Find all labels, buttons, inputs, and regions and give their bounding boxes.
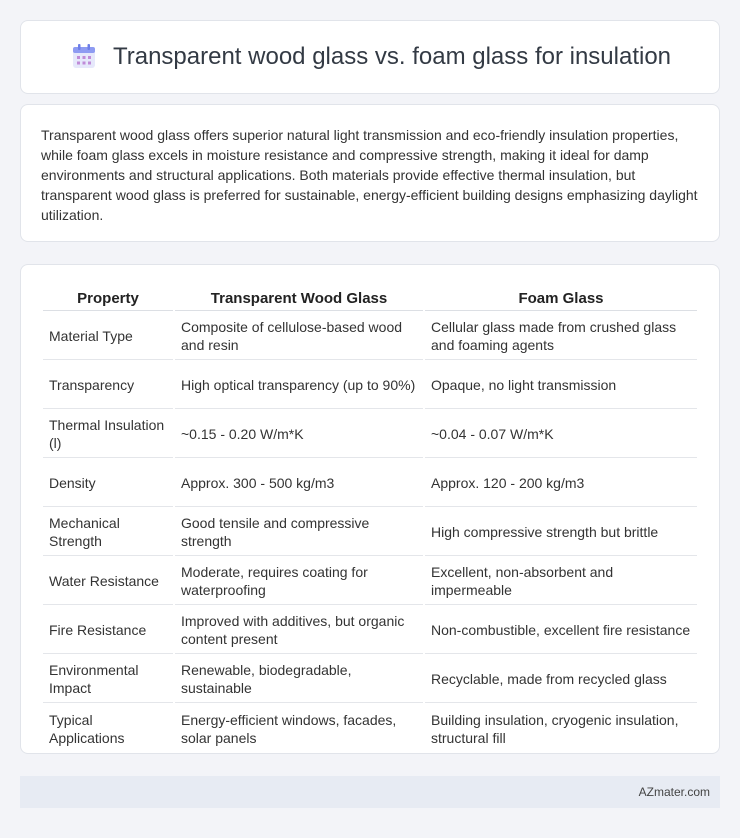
row-foam-value: Approx. 120 - 200 kg/m3: [425, 460, 697, 507]
row-foam-value: Excellent, non-absorbent and impermeable: [425, 558, 697, 605]
header-foam-glass: Foam Glass: [425, 287, 697, 311]
header-transparent-wood-glass: Transparent Wood Glass: [175, 287, 423, 311]
row-property: Water Resistance: [43, 558, 173, 605]
row-property: Material Type: [43, 313, 173, 360]
header-property: Property: [43, 287, 173, 311]
row-wood-value: Approx. 300 - 500 kg/m3: [175, 460, 423, 507]
row-property: Fire Resistance: [43, 607, 173, 654]
row-wood-value: Good tensile and compressive strength: [175, 509, 423, 556]
page-title: Transparent wood glass vs. foam glass for insulation: [112, 43, 672, 70]
table-row: [43, 362, 697, 409]
row-foam-value: Cellular glass made from crushed glass and foaming agents: [425, 313, 697, 360]
row-foam-value: Building insulation, cryogenic insulation, structural fill: [431, 711, 679, 746]
row-foam-value: Opaque, no light transmission: [425, 362, 697, 409]
footer-site-link[interactable]: AZmater.com: [638, 785, 710, 799]
table-header-row: [43, 287, 697, 311]
summary-card: [20, 104, 720, 242]
row-wood-value: Composite of cellulose-based wood and resin: [175, 313, 423, 360]
row-wood-value: Renewable, biodegradable, sustainable: [175, 656, 423, 703]
table-row: [43, 509, 697, 556]
table-card: [20, 264, 720, 754]
row-wood-value: Energy-efficient windows, facades, solar panels: [181, 711, 397, 746]
table-row: [43, 705, 697, 752]
calendar-icon: [69, 42, 99, 72]
table-row: [43, 558, 697, 605]
row-property: Transparency: [43, 362, 173, 409]
row-wood-value: Moderate, requires coating for waterproofing: [175, 558, 423, 605]
comparison-table: [41, 285, 699, 754]
summary-text: Transparent wood glass offers superior natural light transmission and eco-friendly insulation properties, while foam glass excels in moisture resistance and compressive strength, making it ideal for damp environments and structural applications. Both materials provide effective thermal insulation, but transparent wood glass is preferred for sustainable, energy-efficient building designs emphasizing daylight utilization.: [41, 127, 698, 223]
table-row: [43, 313, 697, 360]
row-property: Thermal Insulation (l): [43, 411, 173, 458]
row-foam-value: ~0.04 - 0.07 W/m*K: [425, 411, 697, 458]
row-wood-value: ~0.15 - 0.20 W/m*K: [175, 411, 423, 458]
row-wood-value: Improved with additives, but organic content present: [175, 607, 423, 654]
row-property: Typical Applications: [49, 711, 125, 746]
row-foam-value: Non-combustible, excellent fire resistance: [425, 607, 697, 654]
table-row: [43, 460, 697, 507]
table-row: [43, 411, 697, 458]
row-foam-value: Recyclable, made from recycled glass: [425, 656, 697, 703]
table-row: [43, 656, 697, 703]
row-wood-value: High optical transparency (up to 90%): [175, 362, 423, 409]
table-row: [43, 607, 697, 654]
row-foam-value: High compressive strength but brittle: [425, 509, 697, 556]
row-property: Mechanical Strength: [43, 509, 173, 556]
title-card: [20, 20, 720, 94]
row-property: Environmental Impact: [43, 656, 173, 703]
row-property: Density: [43, 460, 173, 507]
footer: [20, 776, 720, 808]
